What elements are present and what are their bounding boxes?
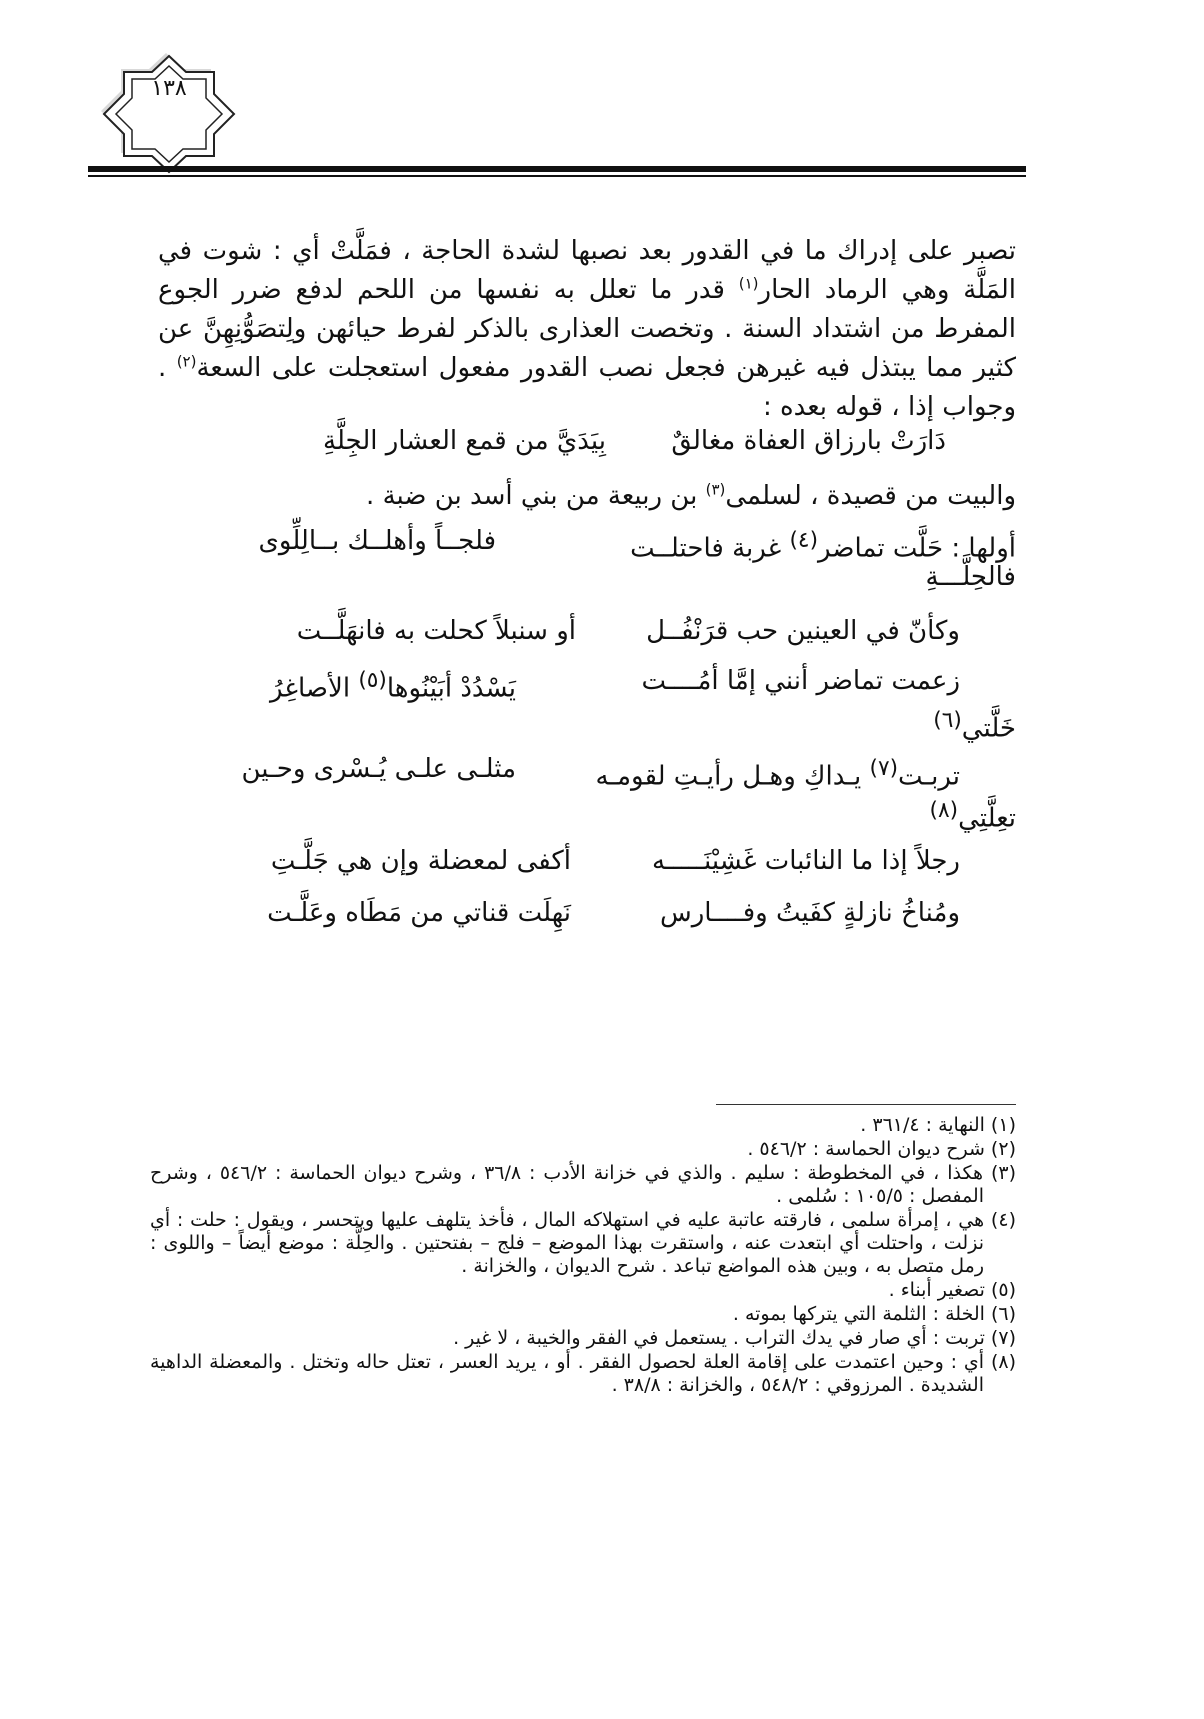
prose-text: قدر ما تعلل به نفسها من اللحم لدفع ضرر الجوع المفرط من اشتداد السنة . وتخصت العذارى بالذكر لفرط حيائهن ولِتصَوُّنِهِنَّ عن كثير مما يبتذل فيه غيرهن فجعل نصب القدور مفعول استعجلت على السعة (158, 275, 1016, 383)
verse-hemistich-first: زعمت تماضر أنني إمَّا أمُــــت (641, 666, 960, 696)
footnote-7: (٧) تربت : أي صار في يدك التراب . يستعمل في الفقر والخيبة ، لا غير . (453, 1327, 1016, 1349)
footnote-ref[interactable]: (١) (738, 274, 759, 293)
verse-hemistich-first: وكأنّ في العينين حب قرَنْفُــل (646, 616, 960, 646)
source-text: والبيت من قصيدة ، لسلمى (725, 481, 1016, 511)
footnote-4: (٤) هي ، إمرأة سلمى ، فارقته عاتبة عليه في استهلاكه المال ، فأخذ يتلهف عليها ويتحسر ، ويقول : حلت : أي نزلت ، واحتلت أي ابتعدت عنه ، واستقرت بهذا الموضع – فلج – بفتحتين . والحِلَّة : موضع أيضاً – واللوى : رمل متصل به ، وبين هذه المواضع تباعد . شرح الديوان ، والخزانة . (150, 1209, 1016, 1277)
footnote-ref[interactable]: (٣) (705, 480, 726, 499)
verse-tail: تعِلَّتِي$^{(٨)}$ (929, 798, 1016, 834)
header-rule-thin (88, 175, 1026, 177)
verse-hemistich-second: فلجــاً وأهلــك بــالِلِّوى (258, 526, 496, 556)
verse-hemistich-first: رجلاً إذا ما النائبات غَشِيْنَـــــه (652, 846, 960, 876)
poem-verse-6 (150, 896, 1016, 936)
prose-text: . وجواب إذا ، قوله بعده : (158, 353, 1016, 422)
verse-hemistich-second: بِيَدَيَّ من قمع العشار الجِلَّةِ (323, 426, 606, 456)
page-number: ١٣٨ (151, 76, 187, 101)
verse-hemistich-first: أولها : حَلَّت تماضر$^{(٤)}$ غربة فاحتلــت (630, 528, 1016, 564)
star-frame-icon (98, 52, 240, 176)
prose-text: تصبر على إدراك ما في القدور بعد نصبها لشدة الحاجة ، فمَلَّتْ أي : شوت في المَلَّة وهي الرماد الحار (158, 236, 1016, 305)
verse-quoted (158, 424, 1016, 464)
source-line (366, 478, 1016, 514)
verse-hemistich-first: ومُناخُ نازلةٍ كفَيتُ وفــــارس (660, 898, 960, 928)
footnote-ref[interactable]: (٧) (869, 756, 899, 781)
footnote-5: (٥) تصغير أبناء . (888, 1279, 1016, 1301)
poem-verse-2 (150, 614, 1016, 654)
footnote-ref[interactable]: (٢) (176, 352, 197, 371)
footnote-ref[interactable]: (٦) (933, 708, 962, 733)
verse-hemistich-second: يَسْدُدْ أبَيْنُوها$^{(٥)}$ الأصاغِرُ (270, 668, 516, 704)
footnote-1: (١) النهاية : ٣٦١/٤ . (860, 1114, 1016, 1136)
source-text: بن ربيعة من بني أسد بن ضبة . (366, 481, 706, 511)
verse-hemistich-second: أكفى لمعضلة وإن هي جَلَّـتِ (270, 846, 571, 876)
verse-hemistich-second: مثلـى علـى يُـسْرى وحـين (241, 754, 516, 784)
verse-hemistich-second: نَهِلَت قناتي من مَطَاه وعَلَّـت (267, 898, 571, 928)
footnote-2: (٢) شرح ديوان الحماسة : ٥٤٦/٢ . (747, 1138, 1016, 1160)
verse-hemistich-first: تربـت$^{(٧)}$ يـداكِ وهـل رأيـتِ لقومـه (595, 756, 960, 792)
footnote-separator (716, 1104, 1016, 1105)
verse-hemistich-second: أو سنبلاً كحلت به فانهَلَّــت (296, 616, 576, 646)
verse-tail: خَلَّتي$^{(٦)}$ (933, 708, 1016, 744)
footnote-ref[interactable]: (٨) (929, 798, 959, 823)
header-rule-thick (88, 166, 1026, 172)
poem-verse-5 (150, 844, 1016, 884)
footnote-6: (٦) الخلة : الثلمة التي يتركها بموته . (732, 1303, 1016, 1325)
footnotes (150, 1114, 1016, 1398)
footnote-8: (٨) أي : وحين اعتمدت على إقامة العلة لحصول الفقر . أو ، يريد العسر ، تعتل حاله وتختل . والمعضلة الداهية الشديدة . المرزوقي : ٥٤٨/٢ ، والخزانة : ٣٨/٨ . (150, 1351, 1016, 1396)
verse-hemistich-first: دَارَتْ بارزاق العفاة مغالقٌ (671, 426, 946, 456)
page-number-badge (98, 52, 240, 176)
verse-tail: فالحِلَّـــةِ (925, 562, 1016, 592)
footnote-ref[interactable]: (٤) (789, 528, 819, 553)
prose-paragraph (158, 232, 1016, 427)
poem-verse-3 (150, 664, 1016, 744)
footnote-ref[interactable]: (٥) (358, 668, 387, 693)
poem-verse-4 (150, 752, 1016, 832)
poem-verse-1 (150, 524, 1016, 604)
footnote-3: (٣) هكذا ، في المخطوطة : سليم . والذي في خزانة الأدب : ٣٦/٨ ، وشرح ديوان الحماسة : ٥٤٦/٢ ، وشرح المفصل : ١٠٥/٥ : سُلمى . (150, 1162, 1016, 1207)
